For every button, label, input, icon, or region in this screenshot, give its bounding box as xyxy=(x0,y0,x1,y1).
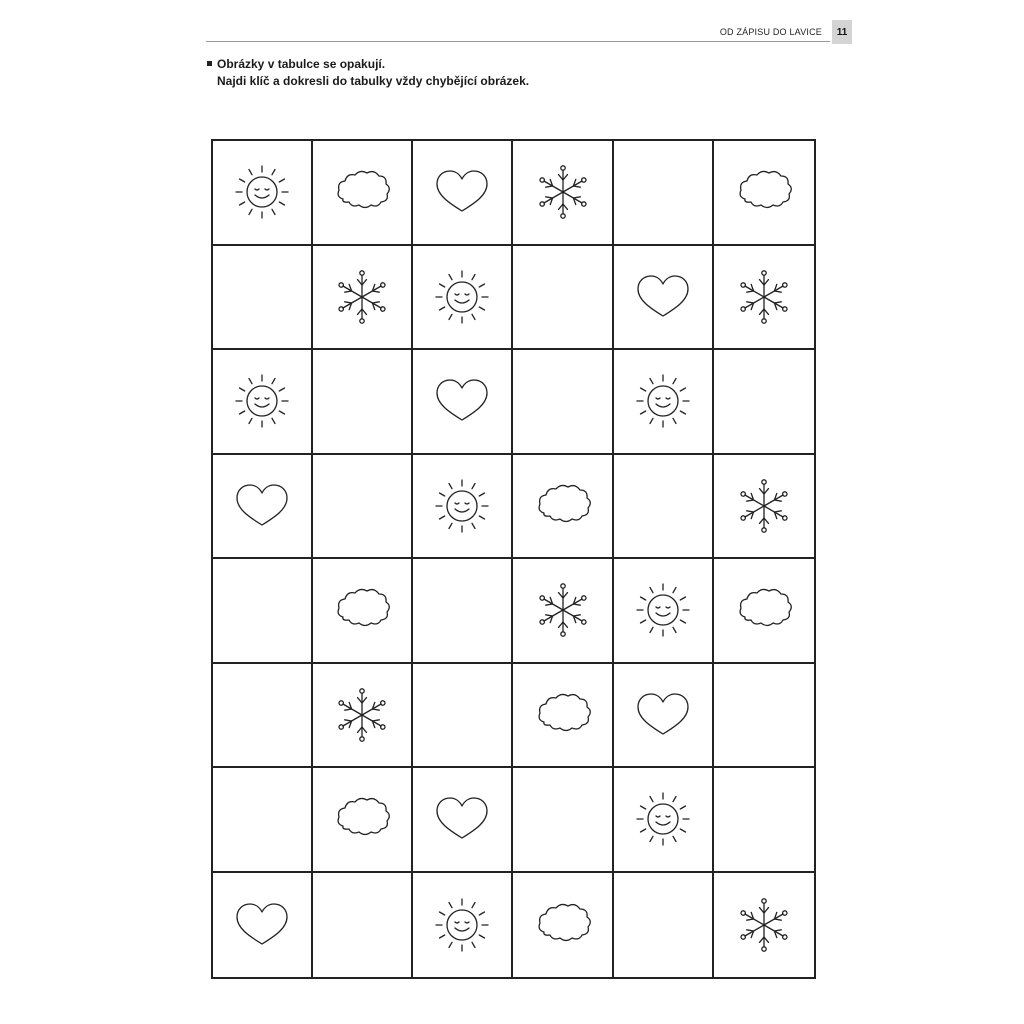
sun-icon xyxy=(229,159,295,225)
sun-icon xyxy=(429,473,495,539)
grid-cell-empty xyxy=(714,768,814,873)
grid-cell-empty xyxy=(714,664,814,769)
grid-cell-empty xyxy=(714,350,814,455)
snowflake-icon xyxy=(530,159,596,225)
bullet-icon xyxy=(207,61,212,66)
grid-cell xyxy=(714,455,814,560)
grid-cell xyxy=(313,768,413,873)
snowflake-icon xyxy=(731,264,797,330)
grid-cell-empty xyxy=(213,768,313,873)
header-title: OD ZÁPISU DO LAVICE xyxy=(719,27,822,37)
heart-icon xyxy=(429,786,495,852)
sun-icon xyxy=(429,892,495,958)
grid-cell xyxy=(614,768,714,873)
grid-cell xyxy=(614,664,714,769)
puzzle-grid xyxy=(211,139,816,979)
grid-cell xyxy=(213,141,313,246)
instruction-line-1: Obrázky v tabulce se opakují. xyxy=(217,57,386,71)
grid-cell xyxy=(413,455,513,560)
grid-cell xyxy=(513,141,613,246)
grid-cell xyxy=(614,246,714,351)
header-rule xyxy=(206,41,830,42)
cloud-icon xyxy=(530,892,596,958)
grid-cell-empty xyxy=(513,350,613,455)
grid-cell-empty xyxy=(614,141,714,246)
grid-cell xyxy=(513,873,613,978)
grid-cell xyxy=(213,455,313,560)
heart-icon xyxy=(630,264,696,330)
page-header xyxy=(206,20,852,44)
grid-cell-empty xyxy=(213,559,313,664)
grid-cell xyxy=(413,350,513,455)
instructions xyxy=(207,56,529,90)
grid-cell-empty xyxy=(413,664,513,769)
sun-icon xyxy=(630,786,696,852)
grid-cell xyxy=(614,350,714,455)
sun-icon xyxy=(229,368,295,434)
grid-cell xyxy=(213,350,313,455)
cloud-icon xyxy=(329,159,395,225)
heart-icon xyxy=(630,682,696,748)
grid-cell xyxy=(614,559,714,664)
snowflake-icon xyxy=(329,264,395,330)
cloud-icon xyxy=(731,159,797,225)
heart-icon xyxy=(429,159,495,225)
cloud-icon xyxy=(329,786,395,852)
cloud-icon xyxy=(530,473,596,539)
grid-cell xyxy=(313,559,413,664)
grid-cell xyxy=(513,664,613,769)
grid-cell-empty xyxy=(513,246,613,351)
grid-cell xyxy=(313,141,413,246)
grid-cell-empty xyxy=(213,246,313,351)
cloud-icon xyxy=(329,577,395,643)
snowflake-icon xyxy=(530,577,596,643)
grid-cell xyxy=(714,559,814,664)
grid-cell-empty xyxy=(213,664,313,769)
grid-cell xyxy=(213,873,313,978)
grid-cell-empty xyxy=(313,455,413,560)
grid-cell-empty xyxy=(313,873,413,978)
grid-cell xyxy=(413,873,513,978)
grid-cell-empty xyxy=(313,350,413,455)
grid-cell-empty xyxy=(413,559,513,664)
grid-cell xyxy=(313,246,413,351)
grid-cell xyxy=(313,664,413,769)
grid-cell-empty xyxy=(513,768,613,873)
sun-icon xyxy=(630,368,696,434)
snowflake-icon xyxy=(731,473,797,539)
grid-cell xyxy=(714,141,814,246)
grid-cell-empty xyxy=(614,455,714,560)
heart-icon xyxy=(429,368,495,434)
sun-icon xyxy=(429,264,495,330)
grid-cell xyxy=(513,559,613,664)
grid-cell xyxy=(413,246,513,351)
grid-cell xyxy=(714,246,814,351)
grid-cell-empty xyxy=(614,873,714,978)
sun-icon xyxy=(630,577,696,643)
page-number: 11 xyxy=(832,20,852,44)
heart-icon xyxy=(229,892,295,958)
cloud-icon xyxy=(530,682,596,748)
grid-cell xyxy=(513,455,613,560)
snowflake-icon xyxy=(731,892,797,958)
snowflake-icon xyxy=(329,682,395,748)
heart-icon xyxy=(229,473,295,539)
grid-cell xyxy=(413,768,513,873)
cloud-icon xyxy=(731,577,797,643)
instruction-line-2: Najdi klíč a dokresli do tabulky vždy chybějící obrázek. xyxy=(217,74,530,88)
grid-cell xyxy=(413,141,513,246)
grid-cell xyxy=(714,873,814,978)
